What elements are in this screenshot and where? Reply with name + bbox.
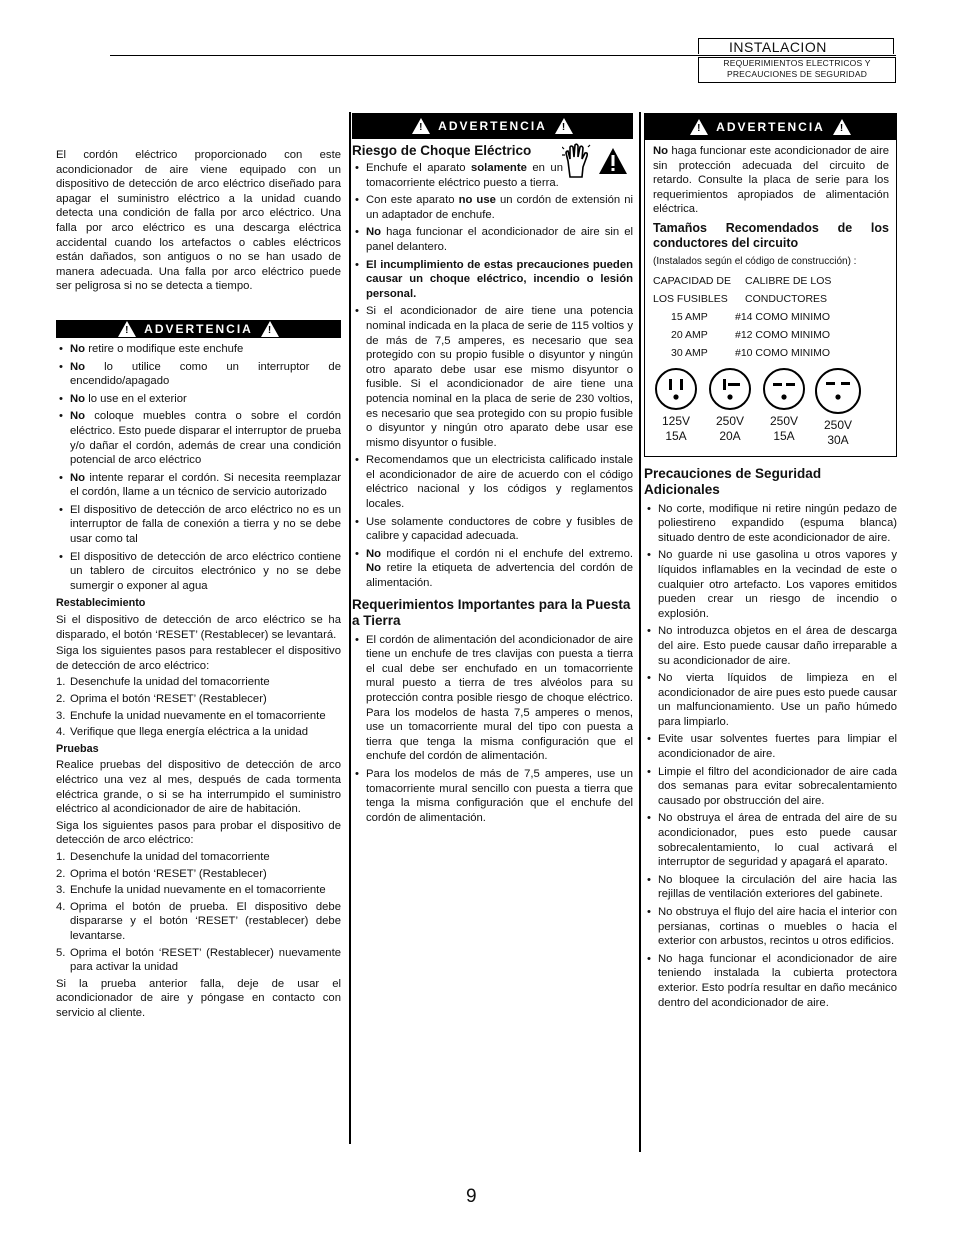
- list-item: [352, 304, 633, 450]
- outlet-icon: [763, 368, 805, 410]
- list-item-text: intente reparar el cordón. Si necesita reemplazar el cordón, llame a un técnico de servicio autorizado: [70, 471, 341, 499]
- list-item: [56, 409, 341, 467]
- warning-label: ADVERTENCIA: [716, 119, 825, 134]
- list-item: [56, 471, 341, 500]
- list-item-text: No: [366, 547, 382, 560]
- fuse-amp: 15 AMP: [671, 310, 708, 323]
- column-divider: [639, 112, 641, 1152]
- fuse-amp: 20 AMP: [671, 328, 708, 341]
- outlet-diagram: [761, 368, 807, 448]
- step-number: 2.: [56, 693, 66, 705]
- list-item: • No obstruya el flujo del aire hacia el interior con persianas, cortinas o muebles o hacia el exterior con arbustos, recintos u otros edificios.: [644, 905, 897, 949]
- section-subtitle-line-1: REQUERIMIENTOS ELECTRICOS Y: [723, 58, 871, 68]
- step-text: Oprima el botón ‘RESET’ (Restablecer) nuevamente para activar la unidad: [70, 946, 341, 974]
- step-item: [56, 692, 341, 707]
- step-number: 5.: [56, 946, 66, 959]
- shock-warning-list: [352, 161, 633, 591]
- list-item: • Para los modelos de más de 7,5 amperes, use un tomacorriente mural sencillo con puesta a tierra que tenga la misma configuración que el enchufe del cordón de alimentación.: [352, 767, 633, 825]
- list-item: • El cordón de alimentación del acondicionador de aire tiene un enchufe de tres clavijas con puesta a tierra el cual debe ser enchufado en un tomacorriente mural puesto a tierra de tres alvéolos para su protección contra posible riesgo de choque eléctrico. Para los modelos de hasta 7,5 amperes o menos, use un tomacorriente mural del tipo con puesta a tierra que tenga la misma configuración que el enchufe del cordón de alimentación.: [352, 633, 633, 764]
- step-number: 2.: [56, 867, 66, 880]
- emphasis-no: No: [70, 392, 86, 405]
- table-head-conductors: CONDUCTORES: [745, 292, 828, 305]
- table-head-capacity: CAPACIDAD DE: [653, 274, 731, 287]
- list-item-text: coloque muebles contra o sobre el cordón eléctrico. Esto puede disparar el interruptor de prueba y/o dañar el cordón, además de crear una condición potencial de arco eléctrico: [70, 410, 341, 467]
- outlet-icon: [655, 368, 697, 410]
- step-item: [56, 725, 341, 740]
- fuse-table-header: [653, 272, 889, 290]
- step-number: 3.: [56, 709, 66, 722]
- warning-label: ADVERTENCIA: [144, 321, 253, 336]
- list-item-text: haga funcionar el acondicionador de aire sin el panel delantero.: [366, 226, 633, 253]
- step-text: Enchufe la unidad nuevamente en el tomacorriente: [70, 709, 326, 722]
- test-steps-list: [56, 850, 341, 975]
- step-text: Oprima el botón de prueba. El dispositivo debe dispararse y el botón ‘RESET’ (restablecer) debe levantarse.: [70, 900, 341, 942]
- list-item: [56, 392, 341, 407]
- outlet-voltage: 250V: [715, 413, 745, 428]
- outlet-amperage: 30A: [827, 432, 849, 447]
- step-item: [56, 709, 341, 724]
- list-item-text: lo use en el exterior: [85, 392, 187, 405]
- list-item: [56, 503, 341, 547]
- outlet-diagrams: [653, 368, 889, 448]
- step-text: Desenchufe la unidad del tomacorriente: [70, 850, 270, 863]
- list-item: • Evite usar solventes fuertes para limpiar el acondicionador de aire.: [644, 732, 897, 761]
- emphasis-no: No: [70, 342, 86, 355]
- circuit-protection-paragraph: [653, 144, 889, 217]
- outlet-voltage: 250V: [823, 417, 853, 432]
- step-item: [56, 883, 341, 898]
- conductor-sizes-heading: Tamaños Recomendados de los conductores del circuito: [653, 220, 889, 250]
- step-number: 4.: [56, 726, 66, 739]
- column-divider: [349, 112, 351, 1144]
- list-item: [56, 550, 341, 594]
- list-item-text: en un tomacorriente eléctrico puesto a tierra.: [366, 162, 563, 189]
- list-item: [352, 258, 633, 302]
- conductor-gauge: #10 COMO MINIMO: [735, 346, 831, 359]
- step-text: Oprima el botón ‘RESET’ (Restablecer): [70, 693, 267, 705]
- additional-precautions-list: [644, 502, 897, 1011]
- warning-triangle-icon: !: [833, 119, 851, 135]
- list-item-text: No: [366, 562, 382, 575]
- list-item-text: retire la etiqueta de advertencia del cordón de alimentación.: [366, 562, 633, 590]
- list-item-text: El dispositivo de detección de arco eléctrico no es un interruptor de falla de conexión a tierra y no se debe usar como tal: [70, 503, 341, 546]
- warning-triangle-icon: !: [261, 321, 279, 337]
- list-item: • Limpie el filtro del acondicionador de aire cada dos semanas para evitar sobrecalentamiento causado por obstrucción del aire.: [644, 765, 897, 809]
- fuse-amp: 30 AMP: [671, 346, 708, 359]
- warning-triangle-icon: !: [690, 119, 708, 135]
- list-item: [352, 161, 563, 190]
- emphasis-no: No: [70, 410, 86, 423]
- page-number: 9: [466, 1186, 477, 1207]
- list-item: [352, 193, 633, 222]
- step-item: [56, 867, 341, 882]
- emphasis-no: No: [653, 145, 669, 157]
- list-item-text: no use: [458, 194, 496, 207]
- list-item-text: Recomendamos que un electricista calificado instale el acondicionador de aire de acuerdo con el código eléctrico nacional y los códigos y reglamentos locales.: [366, 454, 633, 511]
- step-number: 1.: [56, 676, 66, 689]
- shock-warning-triangle-icon: [598, 147, 628, 175]
- test-paragraph-3: Si la prueba anterior falla, deje de usar el acondicionador de aire y póngase en contacto con servicio al cliente.: [56, 977, 341, 1019]
- list-item-text: No: [366, 226, 382, 239]
- list-item-text: solamente: [471, 162, 527, 174]
- list-item: • No introduzca objetos en el área de descarga del aire. Esto puede causar daño irreparable a su acondicionador de aire.: [644, 624, 897, 668]
- list-item: • No vierta líquidos de limpieza en el acondicionador de aire pues esto puede causar un malfuncionamiento. Use un paño húmedo para limpiarlo.: [644, 671, 897, 729]
- grounding-list: [352, 633, 633, 826]
- warning-banner: [352, 113, 633, 139]
- list-item: [352, 225, 633, 254]
- reset-paragraph-1: Si el dispositivo de detección de arco eléctrico se ha disparado, el botón ‘RESET’ (Restablecer) se levantará.: [56, 614, 341, 641]
- warning-triangle-icon: !: [412, 118, 430, 134]
- warning-triangle-icon: !: [555, 118, 573, 134]
- reset-heading: Restablecimiento: [56, 597, 146, 610]
- list-item: • No haga funcionar el acondicionador de aire teniendo instalada la cubierta protectora exterior. Esto podría resultar en daño mecánico dentro del acondicionador de aire.: [644, 952, 897, 1010]
- list-item-text: El incumplimiento de estas precauciones pueden causar un choque eléctrico, incendio o lesión personal.: [366, 258, 633, 300]
- table-head-fuses: LOS FUSIBLES: [653, 292, 728, 305]
- list-item-text: El dispositivo de detección de arco eléctrico contiene un tablero de circuitos electrónico y no se debe sumergir o exponer al agua: [70, 550, 341, 592]
- warning-banner: [56, 320, 341, 338]
- list-item-text: un cordón de extensión ni un adaptador de enchufe.: [366, 194, 633, 221]
- list-item: • No corte, modifique ni retire ningún pedazo de poliestireno expandido (espuma blanca) situado dentro de este acondicionador de aire.: [644, 502, 897, 546]
- step-text: Desenchufe la unidad del tomacorriente: [70, 676, 270, 689]
- warning-triangle-icon: !: [118, 321, 136, 337]
- list-item-text: retire o modifique este enchufe: [85, 342, 244, 355]
- table-head-gauge: CALIBRE DE LOS: [745, 274, 832, 287]
- test-paragraph-2: Siga los siguientes pasos para probar el dispositivo de detección de arco eléctrico:: [56, 819, 341, 847]
- outlet-amperage: 20A: [719, 428, 741, 443]
- list-item: [352, 515, 633, 544]
- section-title: INSTALACION: [698, 38, 894, 54]
- shock-risk-heading: Riesgo de Choque Eléctrico: [352, 143, 532, 158]
- conductor-gauge: #14 COMO MINIMO: [735, 310, 831, 323]
- arc-intro-paragraph: El cordón eléctrico proporcionado con este acondicionador de aire viene equipado con un dispositivo de detección de arco eléctrico diseñado para apagar el suministro eléctrico a la unidad cuando detecta una condición de falla por arco eléctrico. Una falla por arco eléctrico es una descarga eléctrica accidental cuando los artefactos o cables eléctricos están dañados, son antiguos o no se han usado de manera adecuada. Una falla por arco eléctrico puede ser peligrosa si no se detecta a tiempo.: [56, 149, 341, 293]
- step-text: Enchufe la unidad nuevamente en el tomacorriente: [70, 884, 326, 897]
- step-number: 4.: [56, 900, 66, 913]
- list-item: [56, 360, 341, 389]
- test-paragraph-1: Realice pruebas del dispositivo de detección de arco eléctrico una vez al mes, después de cada tormenta eléctrica grande, o si se ha interrumpido el suministro eléctrico al acondicionador de aire de habitación.: [56, 759, 341, 816]
- fuse-table-row: [653, 344, 889, 362]
- section-subtitle-line-2: PRECAUCIONES DE SEGURIDAD: [726, 69, 868, 79]
- fuse-table-header: [653, 290, 889, 308]
- step-item: [56, 850, 341, 865]
- fuse-table-row: [653, 308, 889, 326]
- step-text: Verifique que llega energía eléctrica a la unidad: [70, 726, 309, 739]
- column-arc-detection: [56, 148, 341, 1026]
- step-number: 3.: [56, 884, 66, 897]
- step-number: 1.: [56, 850, 66, 863]
- list-item-text: modifique el cordón ni el enchufe del extremo.: [381, 547, 633, 560]
- column-circuit-protection: [644, 113, 897, 1013]
- additional-precautions-heading: Precauciones de Seguridad Adicionales: [644, 465, 822, 497]
- reset-steps-list: [56, 675, 341, 739]
- step-text: Oprima el botón ‘RESET’ (Restablecer): [70, 867, 267, 880]
- list-item-text: Enchufe el aparato: [366, 162, 471, 174]
- list-item: [352, 547, 633, 591]
- list-item: [56, 342, 341, 357]
- list-item: [352, 453, 633, 511]
- warning-label: ADVERTENCIA: [438, 118, 547, 133]
- list-item-text: lo utilice como un interruptor de encendido/apagado: [70, 360, 341, 388]
- list-item: • No obstruya el área de entrada del aire de su acondicionador, pues esto puede causar sobrecalentamiento, lo cual activará el interruptor de seguridad y apagará el aparato.: [644, 811, 897, 869]
- list-item: • No bloquee la circulación del aire hacia las rejillas de ventilación exteriores del gabinete.: [644, 873, 897, 902]
- outlet-voltage: 125V: [661, 413, 691, 428]
- circuit-protection-text: haga funcionar este acondicionador de aire sin protección adecuada del circuito de retardo. Consulte la placa de serie para los requerimientos apropiados de alimentación eléctrica.: [653, 145, 889, 216]
- step-item: [56, 900, 341, 944]
- outlet-diagram: [815, 368, 861, 448]
- outlet-voltage: 250V: [769, 413, 799, 428]
- outlet-amperage: 15A: [665, 428, 687, 443]
- fuse-table: [653, 308, 889, 362]
- outlet-diagram: [707, 368, 753, 448]
- list-item-text: Con este aparato: [366, 194, 459, 207]
- outlet-icon: [709, 368, 751, 410]
- step-item: [56, 946, 341, 975]
- electric-shock-hand-icon: [562, 143, 592, 179]
- list-item-text: Si el acondicionador de aire tiene una potencia nominal indicada en la placa de serie de 115 voltios y de más de 7,5 amperes, es necesario que sea protegido con su propio fusible o disyuntor y ningún otro aparato debe usar ese mismo disyuntor o fusible. Si el acondicionador de aire tiene una potencia nominal en la placa de serie de 230 voltios, es necesario que sea protegido con su propio fusible o disyuntor y ningún otro aparato debe usar ese mismo disyuntor o fusible.: [366, 305, 633, 449]
- code-note: (Instalados según el código de construcción) :: [653, 255, 857, 267]
- test-heading: Pruebas: [56, 742, 99, 755]
- warning-banner: [645, 114, 896, 140]
- list-item-text: Use solamente conductores de cobre y fusibles de calibre y capacidad adecuada.: [366, 515, 633, 543]
- reset-paragraph-2: Siga los siguientes pasos para restablecer el dispositivo de detección de arco eléctrico:: [56, 645, 341, 672]
- column-electrical-shock: [352, 113, 633, 828]
- list-item: • No guarde ni use gasolina u otros vapores y líquidos inflamables en la vecindad de este o cualquier otro artefacto. Los vapores emitidos pueden crear un riesgo de incendio o explosión.: [644, 548, 897, 621]
- section-subtitle: [698, 57, 896, 83]
- outlet-amperage: 15A: [773, 428, 795, 443]
- emphasis-no: No: [70, 471, 86, 484]
- outlet-icon: [815, 368, 861, 414]
- emphasis-no: No: [70, 360, 86, 373]
- outlet-diagram: [653, 368, 699, 448]
- header-rule: [110, 55, 896, 56]
- arc-warning-list: [56, 342, 341, 594]
- conductor-gauge: #12 COMO MINIMO: [735, 328, 831, 341]
- fuse-table-row: [653, 326, 889, 344]
- step-item: [56, 675, 341, 690]
- grounding-heading: Requerimientos Importantes para la Puesta a Tierra: [352, 596, 631, 628]
